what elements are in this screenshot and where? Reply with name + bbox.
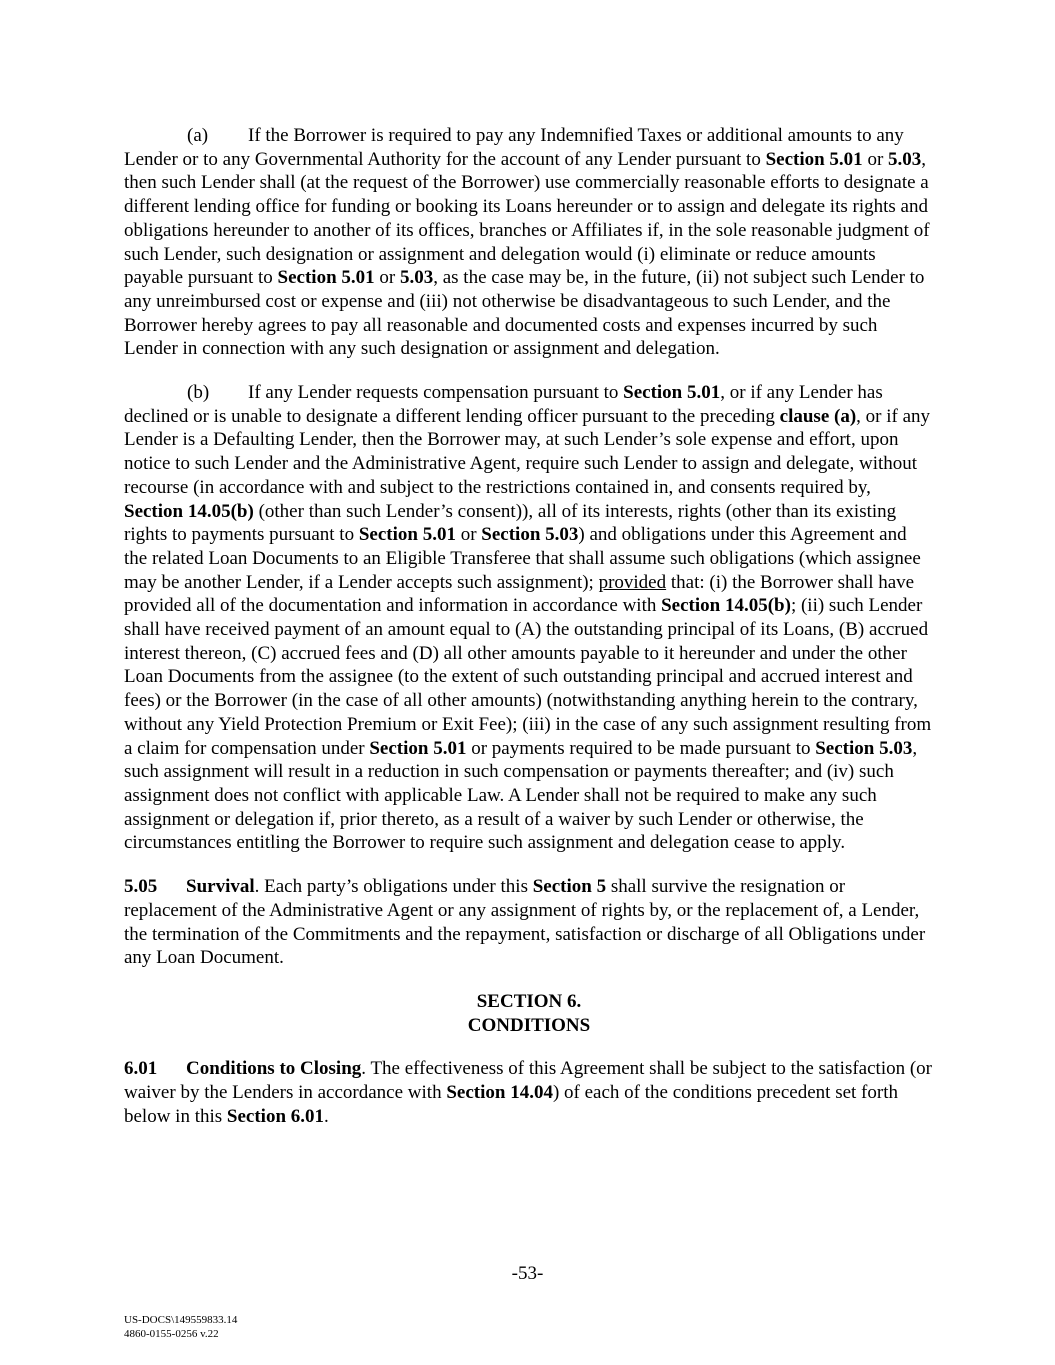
section-number: 6.01 xyxy=(124,1058,158,1080)
text: that: (i) the Borrower shall have provided all of the documentation and information in accordance with xyxy=(124,571,915,617)
text: If the Borrower is required to pay any Indemnified Taxes or additional amounts to any Lender or to any Governmental Authority for the account of any Lender pursuant to xyxy=(124,125,904,170)
section-ref: Section 5.01 xyxy=(358,524,456,546)
page-number: -53- xyxy=(511,1263,544,1284)
text: , as the case may be, in the future, (ii) not subject such Lender to any unreimbursed cost or expense and (iii) not otherwise be disadvantageous to such Lender, and the Borrower hereby agrees to pay all reasonable and documented costs and expenses incurred by such Lender in connection with any such designation or assignment and delegation. xyxy=(124,267,925,360)
text: ) of each of the conditions precedent set forth below in this xyxy=(124,1082,898,1127)
text: , or if any Lender has declined or is unable to designate a different lending officer pursuant to the preceding xyxy=(124,382,883,427)
text: , or if any Lender is a Defaulting Lender, then the Borrower may, at such Lender’s sole expense and effort, upon notice to such Lender and the Administrative Agent, require such Lender to assign and delegate, without recourse (in accordance with and subject to the restrictions contained in, and consents required by, xyxy=(124,405,931,498)
text: . Each party’s obligations under this xyxy=(254,876,533,898)
text: or xyxy=(455,524,482,546)
paragraph-b-label: (b) xyxy=(187,382,210,404)
section-ref: Section 6.01 xyxy=(226,1105,325,1127)
section-ref: Section 5.01 xyxy=(369,737,467,759)
section-heading xyxy=(124,990,934,1037)
section-ref: Section 5.01 xyxy=(623,382,721,404)
paragraph-a-label: (a) xyxy=(187,125,209,146)
text: . xyxy=(324,1105,329,1127)
text: ) and obligations under this Agreement and the related Loan Documents to an Eligible Transferee that shall assume such obligations (which assignee may be another Lender, if a Lender accepts such assignment); xyxy=(124,524,921,593)
text: (other than such Lender’s consent)), all of its interests, rights (other than its existing rights to payments pursuant to xyxy=(124,500,897,546)
section-heading-title: CONDITIONS xyxy=(467,1014,591,1036)
section-ref: Section 14.04 xyxy=(446,1082,553,1104)
document-footer xyxy=(124,1313,237,1341)
section-ref: Section 5.03 xyxy=(481,524,579,546)
text: or xyxy=(374,267,400,289)
text: , such assignment will result in a reduction in such compensation or payments thereafter; and (iv) such assignment does not conflict with applicable Law. A Lender shall not be required to make any such assignment or delegation if, prior thereto, as a result of a waiver by such Lender or otherwise, the circumstances entitling the Borrower to require such assignment and delegation cease to apply. xyxy=(124,737,918,854)
clause-ref: clause (a) xyxy=(779,405,857,427)
paragraph-6-01 xyxy=(124,1057,934,1128)
paragraph-b xyxy=(124,381,934,855)
section-title: Conditions to Closing xyxy=(186,1058,362,1080)
paragraph-a xyxy=(124,124,934,361)
section-ref: Section 14.05(b) xyxy=(661,595,791,617)
section-title: Survival xyxy=(186,876,255,898)
section-ref: Section 5.03 xyxy=(815,737,913,759)
footer-version: 4860-0155-0256 v.22 xyxy=(124,1328,219,1340)
section-ref: Section 5.01 xyxy=(277,267,375,289)
provided-term: provided xyxy=(598,571,667,593)
text: , then such Lender shall (at the request of the Borrower) use commercially reasonable efforts to designate a different lending office for funding or booking its Loans hereunder or to assign and delegate its rights and obligations hereunder to another of its offices, branches or Affiliates if, in the sole reasonable judgment of such Lender, such designation or assignment and delegation would (i) eliminate or reduce amounts payable pursuant to xyxy=(124,148,930,289)
footer-doc-id: US-DOCS\149559833.14 xyxy=(124,1314,238,1326)
section-ref: Section 5 xyxy=(532,876,607,898)
section-ref: 5.03 xyxy=(399,267,434,289)
section-ref: Section 14.05(b) xyxy=(124,500,254,522)
text: or xyxy=(862,148,889,170)
text: or payments required to be made pursuant to xyxy=(466,737,816,759)
section-ref: Section 5.01 xyxy=(765,148,863,170)
section-number: 5.05 xyxy=(124,876,158,898)
paragraph-5-05 xyxy=(124,875,934,970)
text: If any Lender requests compensation pursuant to xyxy=(248,382,624,404)
section-heading-number: SECTION 6. xyxy=(476,990,582,1012)
document-body xyxy=(124,124,934,1148)
text: ; (ii) such Lender shall have received payment of an amount equal to (A) the outstanding principal of its Loans, (B) accrued interest thereon, (C) accrued fees and (D) all other amounts payable to it hereunder and under the other Loan Documents from the assignee (to the extent of such outstanding principal and accrued interest and fees) or the Borrower (in the case of all other amounts) (notwithstanding anything herein to the contrary, without any Yield Protection Premium or Exit Fee); (iii) in the case of any such assignment resulting from a claim for compensation under xyxy=(124,595,932,759)
text: shall survive the resignation or replacement of the Administrative Agent or any assignment of rights by, or the replacement of, a Lender, the termination of the Commitments and the repayment, satisfaction or discharge of all Obligations under any Loan Document. xyxy=(124,876,926,969)
section-ref: 5.03 xyxy=(888,148,922,170)
text: . The effectiveness of this Agreement shall be subject to the satisfaction (or waiver by the Lenders in accordance with xyxy=(124,1058,932,1104)
